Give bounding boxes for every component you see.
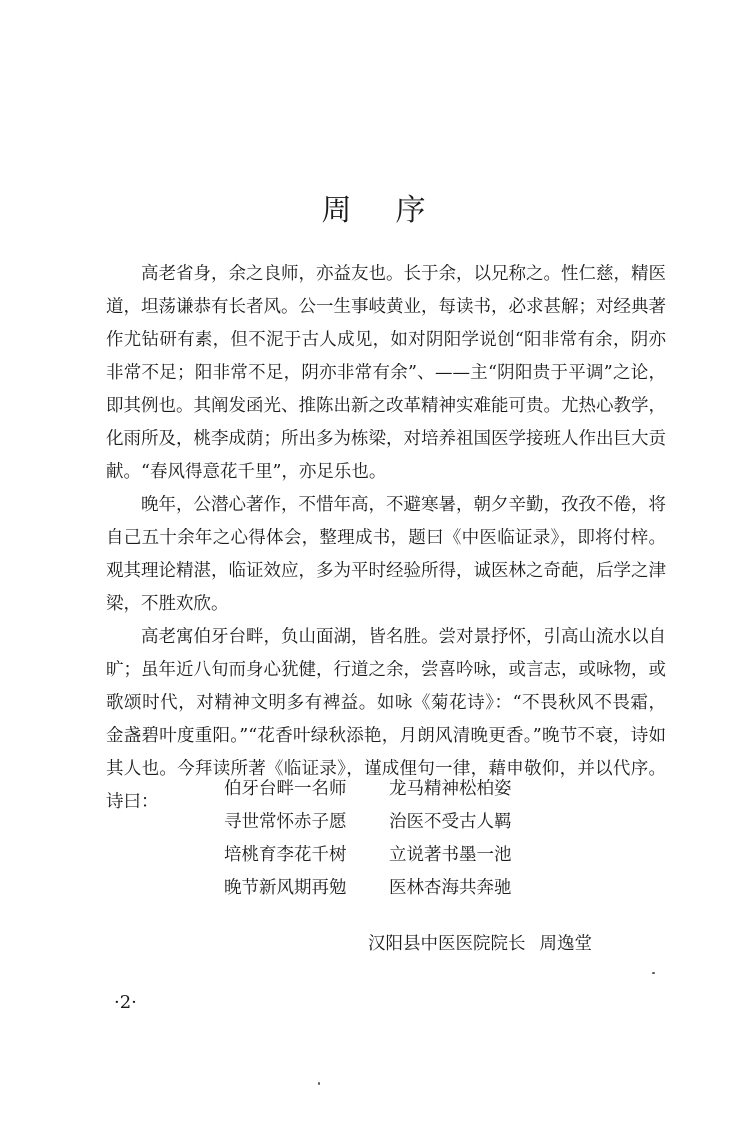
page-title: 周序 bbox=[321, 193, 470, 228]
paragraph-1: 高老省身，余之良师，亦益友也。长于余，以兄称之。性仁慈，精医道，坦荡谦恭有长者风。公一生事岐黄业，每读书，必求甚解；对经典著作尤钻研有素，但不泥于古人成见，如对阴阳学说创“阳非常有余，阴亦非常不足；阳非常不足，阴亦非常有余”、——主“阴阳贵于平调”之论，即其例也。其阐发函光、推陈出新之改革精神实难能可贵。尤热心教学，化雨所及，桃李成荫；所出多为栋梁，对培养祖国医学接班人作出巨大贡献。“春风得意花千里”，亦足乐也。 bbox=[106, 264, 666, 482]
poem bbox=[224, 773, 604, 905]
scan-speck bbox=[652, 972, 655, 974]
poem-line bbox=[224, 773, 604, 806]
poem-verse-right: 医林杏海共奔驰 bbox=[389, 878, 512, 898]
paragraph-2: 晚年，公潜心著作，不惜年高，不避寒暑，朝夕辛勤，孜孜不倦，将自己五十余年之心得体会，整理成书，题曰《中医临证录》，即将付梓。观其理论精湛，临证效应，多为平时经验所得，诚医林之奇葩，后学之津梁，不胜欢欣。 bbox=[106, 495, 666, 614]
poem-line bbox=[224, 872, 604, 905]
poem-verse-right: 龙马精神松柏姿 bbox=[389, 779, 512, 799]
scan-speck bbox=[318, 1082, 320, 1085]
paragraph-3: 高老寓伯牙台畔，负山面湖，皆名胜。尝对景抒怀，引高山流水以自旷；虽年近八旬而身心犹健，行道之余，尝喜吟咏，或言志，或咏物，或歌颂时代，对精神文明多有裨益。如咏《菊花诗》：“不畏秋风不畏霜，金盏碧叶度重阳。”“花香叶绿秋添艳，月朗风清晚更香。”晚节不衰，诗如其人也。今拜读所著《临证录》，谨成俚句一律，藉申敬仰，并以代序。诗曰： bbox=[106, 627, 666, 812]
poem-line bbox=[224, 839, 604, 872]
signature bbox=[368, 930, 592, 955]
poem-verse-left: 晚节新风期再勉 bbox=[224, 878, 347, 898]
poem-verse-right: 治医不受古人羁 bbox=[389, 812, 512, 832]
signature-title: 汉阳县中医医院院长 bbox=[368, 934, 526, 954]
page-number: ·2· bbox=[114, 992, 137, 1013]
poem-verse-left: 培桃育李花千树 bbox=[224, 845, 347, 865]
signature-name: 周逸堂 bbox=[539, 934, 592, 954]
poem-verse-right: 立说著书墨一池 bbox=[389, 845, 512, 865]
preface-body bbox=[106, 258, 666, 819]
poem-verse-left: 寻世常怀赤子愿 bbox=[224, 812, 347, 832]
poem-line bbox=[224, 806, 604, 839]
poem-verse-left: 伯牙台畔一名师 bbox=[224, 779, 347, 799]
